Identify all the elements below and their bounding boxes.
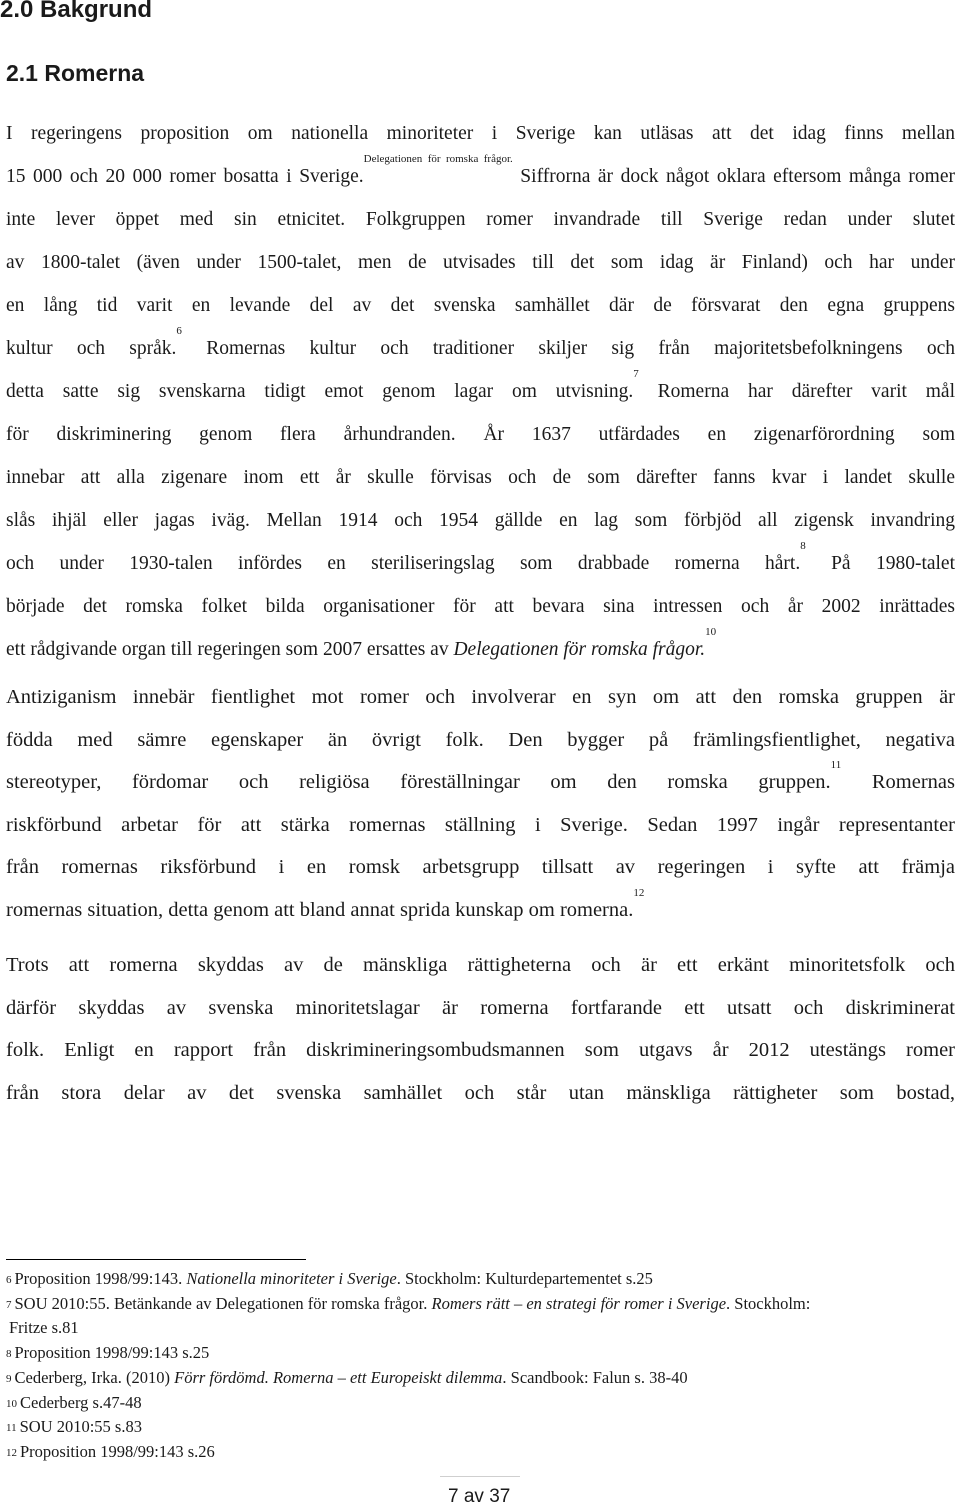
text-line: födda med sämre egenskaper än övrigt folk. Den bygger på främlingsfientlighet, negativa [6, 728, 955, 751]
section-heading: 2.0 Bakgrund [0, 0, 153, 23]
footnote: 7 SOU 2010:55. Betänkande av Delegationen för romska frågor. Romers rätt – en strategi för romer i Sverige. Stockholm: [6, 1293, 811, 1313]
subsection-heading: 2.1 Romerna [6, 60, 145, 86]
text-line: började det romska folket bilda organisationer för att bevara sina intressen och år 2002 inrättades [6, 596, 955, 617]
text-line: romernas situation, detta genom att bland annat sprida kunskap om romerna.$^{12}$ [6, 886, 645, 921]
page-footer-rule [440, 1476, 520, 1477]
footnote-separator [6, 1259, 306, 1260]
footnote-ref[interactable]: 8 [800, 540, 806, 552]
footnote-ref[interactable]: 10 [705, 626, 717, 638]
footnote: 11 SOU 2010:55 s.83 [6, 1417, 142, 1437]
text-line: innebar att alla zigenare inom ett år skulle förvisas och de som därefter fanns kvar i landet skulle [6, 467, 955, 488]
footnote: 12 Proposition 1998/99:143 s.26 [6, 1441, 215, 1461]
text-line: Trots att romerna skyddas av de mänskliga rättigheterna och är ett erkänt minoritetsfolk och [6, 954, 955, 976]
text-line: I regeringens proposition om nationella minoriteter i Sverige kan utläsas att det idag finns mellan [6, 123, 955, 144]
footnote-ref[interactable]: 12 [633, 886, 645, 899]
footnote: 9 Cederberg, Irka. (2010) Förr fördömd. Romerna – ett Europeiskt dilemma. Scandbook: Falun s. 38-40 [6, 1367, 688, 1387]
text-line: därför skyddas av svenska minoritetslagar är romerna fortfarande ett utsatt och diskriminerat [6, 996, 955, 1019]
footnote-ref[interactable]: 11 [830, 759, 842, 772]
text-line: en lång tid varit en levande del av det svenska samhället där de försvarat den egna gruppens [6, 295, 955, 316]
text-line: från romernas riksförbund i en romsk arbetsgrupp tillsatt av regeringen i syfte att främja [6, 856, 955, 879]
text-line: och under 1930-talen infördes en steriliseringslag som drabbade romerna hårt.$^8$ På 1980-talet [6, 540, 956, 574]
footnote: 10 Cederberg s.47-48 [6, 1392, 142, 1412]
text-line: inte lever öppet med sin etnicitet. Folkgruppen romer invandrade till Sverige redan under slutet [6, 209, 955, 230]
text-line: från stora delar av det svenska samhället och står utan mänskliga rättigheter som bostad, [6, 1081, 955, 1104]
text-line: riskförbund arbetar för att stärka romernas ställning i Sverige. Sedan 1997 ingår representanter [6, 813, 955, 836]
text-line: detta satte sig svenskarna tidigt emot genom lagar om utvisning.$^7$ Romerna har därefter varit mål [6, 368, 955, 402]
text-line: Antiziganism innebär fientlighet mot romer och involverar en syn om att den romska gruppen är [6, 686, 955, 708]
text-line: för diskriminering genom flera århundranden. År 1637 utfärdades en zigenarförordning som [6, 424, 955, 445]
footnotes [6, 1268, 946, 1466]
text-line: folk. Enligt en rapport från diskrimineringsombudsmannen som utgavs år 2012 utestängs romer [6, 1039, 955, 1062]
footnote: Fritze s.81 [9, 1318, 79, 1338]
text-line: stereotyper, fördomar och religiösa föreställningar om den romska gruppen.$^{11}$ Romernas [6, 759, 955, 794]
paragraph-1 [6, 112, 955, 671]
footnote-ref[interactable]: Delegationen för romska frågor. [363, 153, 513, 165]
footnote-ref[interactable]: 6 [176, 325, 182, 337]
footnote: 8 Proposition 1998/99:143 s.25 [6, 1343, 210, 1363]
italic-title: Delegationen för romska frågor. [453, 639, 706, 660]
text-line: kultur och språk.$^6$ Romernas kultur och traditioner skiljer sig från majoritetsbefolkningens och [6, 325, 955, 359]
text-line: ett rådgivande organ till regeringen som 2007 ersattes av Delegationen för romska frågor.$^{10}$ [6, 626, 717, 660]
page-indicator: 7 av 37 [448, 1486, 511, 1507]
footnote: 6 Proposition 1998/99:143. Nationella minoriteter i Sverige. Stockholm: Kulturdepartementet s.25 [6, 1269, 653, 1288]
paragraph-3 [6, 944, 955, 1114]
text-line: 15 000 och 20 000 romer bosatta i Sverige.$^{Delegationen för romska frågor.}$ Siffrorna är dock något oklara eftersom många romer [6, 153, 955, 187]
text-line: slås ihjäl eller jagas iväg. Mellan 1914 och 1954 gällde en lag som förbjöd all zigensk invandring [6, 510, 955, 531]
footnote-ref[interactable]: 7 [633, 368, 639, 380]
paragraph-2 [6, 676, 955, 932]
text-line: av 1800-talet (även under 1500-talet, men de utvisades till det som idag är Finland) och har under [6, 252, 955, 273]
